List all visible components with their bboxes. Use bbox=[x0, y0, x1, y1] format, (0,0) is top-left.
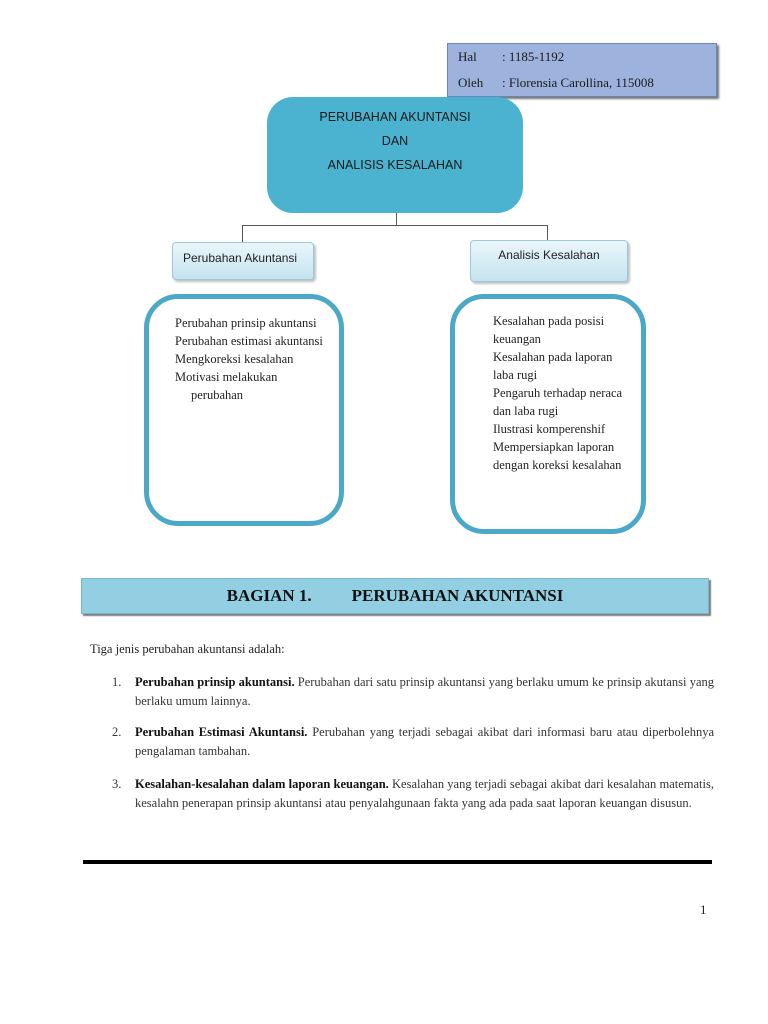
left-detail-item: Mengkoreksi kesalahan bbox=[175, 352, 294, 366]
info-box bbox=[447, 43, 717, 97]
connector-left-drop bbox=[242, 225, 243, 242]
info-hal-row bbox=[458, 49, 564, 65]
list-item bbox=[112, 775, 714, 813]
left-detail-item: Perubahan estimasi akuntansi bbox=[175, 334, 323, 348]
list-item-term: Kesalahan-kesalahan dalam laporan keuangan. bbox=[135, 777, 389, 791]
list-item-term: Perubahan prinsip akuntansi. bbox=[135, 675, 295, 689]
list-item-number: 1. bbox=[112, 675, 122, 689]
page-number: 1 bbox=[700, 902, 707, 917]
info-oleh-row bbox=[458, 75, 654, 91]
hal-label: Hal bbox=[458, 49, 477, 64]
right-detail-item: Pengaruh terhadap neraca dan laba rugi bbox=[493, 386, 623, 418]
section-banner bbox=[81, 578, 709, 614]
list-item bbox=[112, 723, 714, 761]
node-analisis-kesalahan bbox=[470, 240, 628, 282]
left-detail-box bbox=[144, 294, 344, 526]
left-detail-list bbox=[175, 314, 329, 404]
right-detail-list bbox=[493, 312, 629, 474]
section-title: PERUBAHAN AKUNTANSI bbox=[351, 586, 564, 605]
diagram-title-node bbox=[267, 97, 523, 213]
oleh-value: : Florensia Carollina, 115008 bbox=[502, 75, 654, 90]
list-item-desc: Perubahan yang terjadi sebagai akibat dari informasi baru atau diperbolehnya pengalaman tambahan. bbox=[135, 725, 714, 758]
node-left-label: Perubahan Akuntansi bbox=[183, 251, 298, 265]
right-detail-box bbox=[450, 294, 646, 534]
left-detail-item: Perubahan prinsip akuntansi bbox=[175, 316, 317, 330]
footer-rule bbox=[83, 860, 712, 864]
hal-value: : 1185-1192 bbox=[502, 49, 565, 64]
right-detail-item: Mempersiapkan laporan dengan koreksi kesalahan bbox=[493, 440, 622, 472]
connector-right-drop bbox=[547, 225, 548, 240]
node-right-label: Analisis Kesalahan bbox=[498, 248, 600, 262]
list-item-desc: Perubahan dari satu prinsip akuntansi yang berlaku umum ke prinsip akutansi yang berlaku umum lainnya. bbox=[135, 675, 714, 708]
right-detail-item: Kesalahan pada laporan laba rugi bbox=[493, 350, 613, 382]
title-line-1: PERUBAHAN AKUNTANSI bbox=[319, 110, 471, 124]
node-perubahan-akuntansi bbox=[172, 242, 314, 280]
left-detail-item: Motivasi melakukan perubahan bbox=[175, 370, 278, 402]
right-detail-item: Kesalahan pada posisi keuangan bbox=[493, 314, 605, 346]
list-item-term: Perubahan Estimasi Akuntansi. bbox=[135, 725, 308, 739]
title-line-3: ANALISIS KESALAHAN bbox=[327, 158, 463, 172]
title-line-2: DAN bbox=[381, 134, 409, 148]
list-item-number: 3. bbox=[112, 777, 122, 791]
right-detail-item: Ilustrasi komperenshif bbox=[493, 422, 606, 436]
section-number: BAGIAN 1. bbox=[226, 586, 312, 605]
list-item-desc: Kesalahan yang terjadi sebagai akibat dari kesalahan matematis, kesalahn penerapan prinsip akuntansi atau penyalahgunaan fakta yang ada pada saat laporan keuangan disusun. bbox=[135, 777, 714, 810]
list-item bbox=[112, 673, 714, 711]
intro-text: Tiga jenis perubahan akuntansi adalah: bbox=[90, 642, 285, 656]
list-item-number: 2. bbox=[112, 725, 122, 739]
oleh-label: Oleh bbox=[458, 75, 484, 90]
connector-horizontal bbox=[242, 225, 548, 226]
